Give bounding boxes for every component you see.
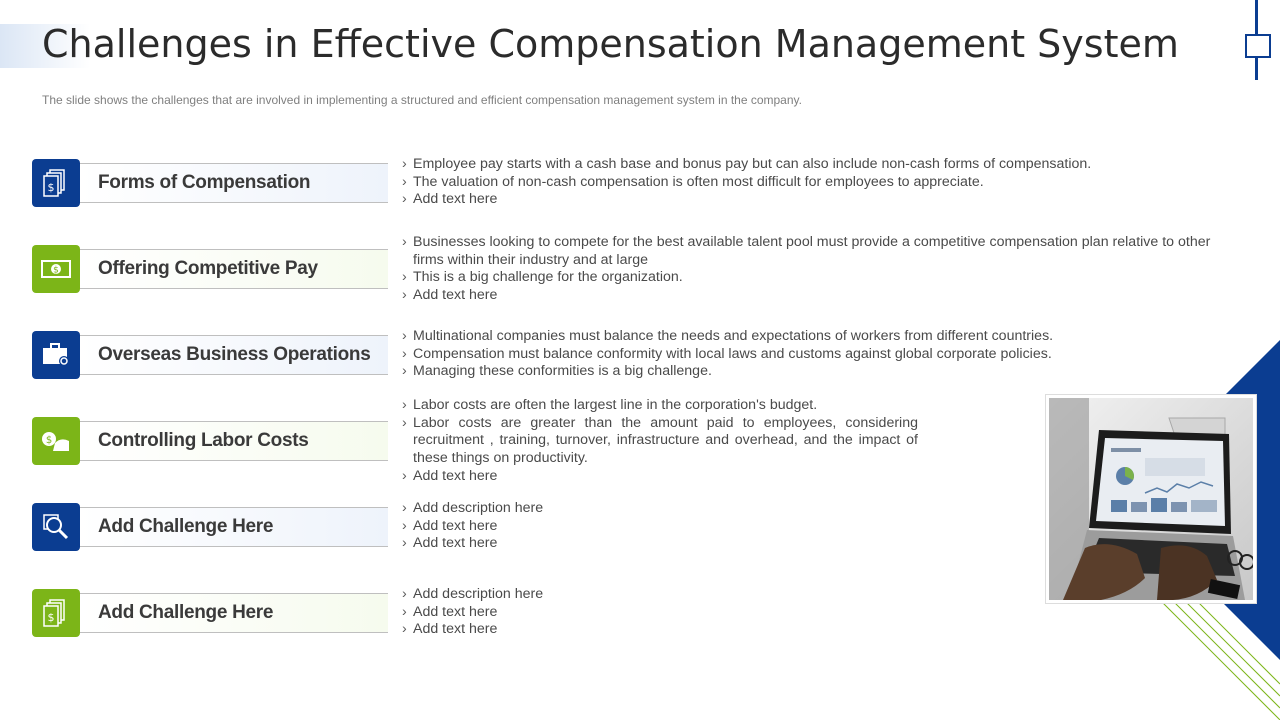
svg-text:$: $ — [47, 181, 55, 194]
bullet-marker: › — [402, 467, 407, 484]
challenge-icon-box — [32, 417, 80, 465]
bullet-item — [402, 397, 918, 415]
bullet-text: Employee pay starts with a cash base and bonus pay but can also include non-cash forms of compensation. — [413, 156, 1092, 172]
challenge-icon-box — [32, 503, 80, 551]
bullet-item — [402, 535, 802, 553]
bullet-item — [402, 604, 802, 622]
coin-hand-icon — [41, 429, 71, 453]
bullet-marker: › — [402, 517, 407, 534]
bullet-marker: › — [402, 535, 407, 552]
svg-text:$: $ — [47, 611, 55, 624]
bullet-item — [402, 174, 1192, 192]
challenge-row — [32, 503, 388, 551]
challenge-row — [32, 417, 388, 465]
bullet-marker: › — [402, 173, 407, 190]
svg-text:$: $ — [53, 265, 59, 276]
challenge-label-box — [80, 249, 388, 289]
challenge-bullets — [402, 500, 802, 553]
bullet-marker: › — [402, 287, 407, 304]
bullet-text: Add description here — [413, 500, 544, 516]
bullet-text: Add text here — [413, 517, 498, 534]
challenge-bullets — [402, 586, 802, 639]
svg-text:$: $ — [45, 435, 53, 446]
laptop-photo — [1046, 395, 1256, 603]
bullet-text: Managing these conformities is a big challenge. — [413, 363, 712, 380]
challenge-label-box — [80, 507, 388, 547]
bullet-item — [402, 328, 1192, 346]
bullet-marker: › — [402, 234, 407, 250]
challenge-bullets — [402, 156, 1192, 209]
top-right-square — [1245, 34, 1271, 58]
bullet-text: Compensation must balance conformity with local laws and customs against global corporate policies. — [413, 345, 1052, 362]
challenge-icon-box — [32, 331, 80, 379]
challenge-label-box — [80, 421, 388, 461]
bullet-text: Labor costs are greater than the amount paid to employees, considering recruitment , training, turnover, infrastructure and overhead, and the impact of these things on productivity. — [413, 414, 918, 467]
bullet-item — [402, 468, 918, 486]
bullet-text: Add text here — [413, 621, 498, 638]
bullet-text: Add text here — [413, 603, 498, 620]
challenge-label: Overseas Business Operations — [98, 344, 371, 365]
bullet-item — [402, 346, 1192, 364]
briefcase-gear-icon — [42, 343, 70, 367]
challenge-row — [32, 331, 388, 379]
bullet-marker: › — [402, 345, 407, 362]
bullet-text: Multinational companies must balance the needs and expectations of workers from different countries. — [413, 328, 1054, 344]
banknote-icon — [41, 258, 71, 280]
bullet-text: Add text here — [413, 191, 498, 208]
bullet-marker: › — [402, 156, 407, 172]
challenge-label-box — [80, 593, 388, 633]
bullet-item — [402, 287, 1212, 305]
challenge-bullets — [402, 328, 1192, 381]
challenge-row — [32, 159, 388, 207]
bullet-marker: › — [402, 603, 407, 620]
bullet-item — [402, 500, 802, 518]
bullet-item — [402, 234, 1212, 269]
bullet-text: Add text here — [413, 535, 498, 552]
challenge-icon-box — [32, 589, 80, 637]
challenge-label: Add Challenge Here — [98, 602, 274, 623]
challenge-bullets — [402, 397, 918, 486]
magnifier-icon — [42, 513, 70, 541]
challenge-icon-box — [32, 159, 80, 207]
bullet-item — [402, 621, 802, 639]
challenge-label: Forms of Compensation — [98, 172, 311, 193]
bullet-text: The valuation of non-cash compensation is often most difficult for employees to appreciate. — [413, 173, 984, 190]
challenge-bullets — [402, 234, 1212, 305]
bullet-marker: › — [402, 328, 407, 344]
laptop-photo-icon — [1049, 398, 1253, 600]
bullet-text: Add text here — [413, 467, 498, 484]
bullet-item — [402, 586, 802, 604]
challenge-row — [32, 589, 388, 637]
bullet-item — [402, 363, 1192, 381]
diagonal-lines-decoration — [1160, 595, 1280, 720]
challenge-row — [32, 245, 388, 293]
bullet-text: Labor costs are often the largest line in the corporation's budget. — [413, 397, 818, 413]
bullet-marker: › — [402, 500, 407, 516]
bullet-marker: › — [402, 414, 407, 431]
money-stack-icon — [43, 599, 69, 627]
challenge-label-box — [80, 163, 388, 203]
challenge-label-box — [80, 335, 388, 375]
bullet-text: Add description here — [413, 586, 544, 602]
bullet-item — [402, 191, 1192, 209]
challenge-label: Offering Competitive Pay — [98, 258, 318, 279]
bullet-item — [402, 269, 1212, 287]
bullet-item — [402, 518, 802, 536]
bullet-item — [402, 415, 918, 468]
bullet-marker: › — [402, 586, 407, 602]
slide-title: Challenges in Effective Compensation Management System — [42, 22, 1179, 66]
money-stack-icon — [43, 169, 69, 197]
challenge-icon-box — [32, 245, 80, 293]
bullet-marker: › — [402, 191, 407, 208]
bullet-text: Add text here — [413, 287, 498, 304]
bullet-text: Businesses looking to compete for the best available talent pool must provide a competitive compensation plan relative to other firms within their industry and at large — [413, 234, 1211, 268]
bullet-marker: › — [402, 363, 407, 380]
challenge-label: Add Challenge Here — [98, 516, 274, 537]
challenge-label: Controlling Labor Costs — [98, 430, 309, 451]
bullet-text: This is a big challenge for the organization. — [413, 269, 683, 286]
bullet-marker: › — [402, 397, 407, 413]
bullet-marker: › — [402, 621, 407, 638]
bullet-item — [402, 156, 1192, 174]
slide-subtitle: The slide shows the challenges that are involved in implementing a structured and efficient compensation management system in the company. — [42, 93, 802, 107]
bullet-marker: › — [402, 269, 407, 286]
